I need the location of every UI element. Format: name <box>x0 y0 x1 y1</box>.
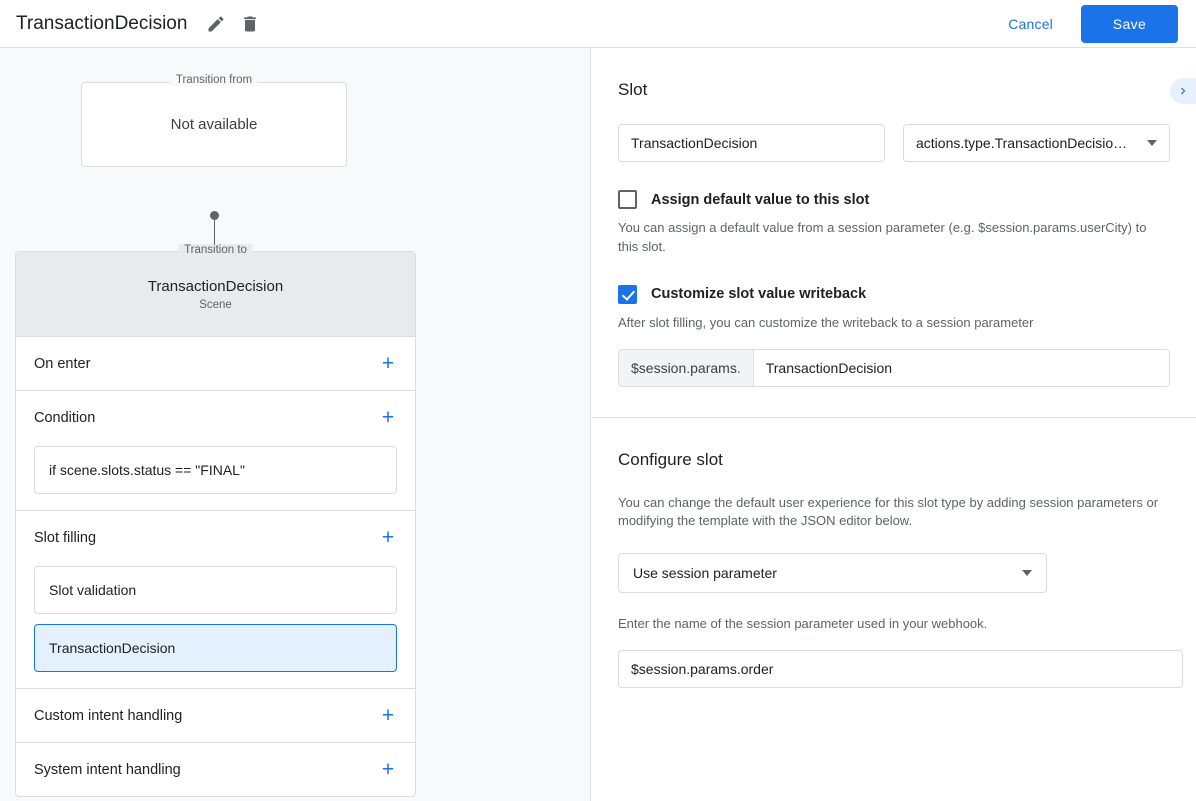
condition-item[interactable]: if scene.slots.status == "FINAL" <box>34 446 397 494</box>
slot-item-transactiondecision[interactable]: TransactionDecision <box>34 624 397 672</box>
page-title: TransactionDecision <box>16 12 188 34</box>
slot-type-select[interactable] <box>903 124 1170 162</box>
writeback-help: After slot filling, you can customize the writeback to a session parameter <box>618 314 1034 330</box>
section-condition <box>16 391 415 511</box>
trash-icon[interactable] <box>235 9 265 39</box>
slot-details-panel <box>592 48 1196 801</box>
section-row-system-intent[interactable] <box>16 743 415 796</box>
writeback-value[interactable]: TransactionDecision <box>754 350 1169 386</box>
add-condition-button[interactable]: + <box>381 406 395 429</box>
writeback-label: Customize slot value writeback <box>651 286 867 303</box>
section-label-system-intent: System intent handling <box>34 761 181 778</box>
configure-slot-help: You can change the default user experience for this slot type by adding session parameters or modifying the template with the JSON editor below. <box>618 494 1159 529</box>
section-label-on-enter: On enter <box>34 355 91 372</box>
slot-validation-item[interactable]: Slot validation <box>34 566 397 614</box>
writeback-row[interactable] <box>618 285 1170 304</box>
session-parameter-input[interactable]: $session.params.order <box>618 650 1183 688</box>
slot-fields-row <box>618 124 1170 162</box>
assign-default-row[interactable] <box>618 190 1170 209</box>
section-row-custom-intent[interactable] <box>16 689 415 742</box>
slot-section <box>592 48 1196 387</box>
slot-type-value: actions.type.TransactionDecisio… <box>916 135 1128 151</box>
transition-to-legend: Transition to <box>178 244 253 256</box>
slot-section-title: Slot <box>618 80 648 99</box>
chevron-down-icon <box>1022 570 1032 576</box>
section-label-condition: Condition <box>34 409 96 426</box>
transition-from-card[interactable] <box>81 74 347 167</box>
writeback-checkbox[interactable] <box>618 285 637 304</box>
assign-default-label: Assign default value to this slot <box>651 191 870 208</box>
section-system-intent-handling <box>16 743 415 796</box>
transition-to-header <box>16 244 415 337</box>
section-row-on-enter[interactable] <box>16 337 415 390</box>
section-slot-filling <box>16 511 415 689</box>
section-row-condition[interactable] <box>16 391 415 444</box>
scene-graph-panel <box>0 48 591 801</box>
assign-default-checkbox[interactable] <box>618 190 637 209</box>
scene-subtitle: Scene <box>199 298 232 311</box>
app-header <box>0 0 1196 48</box>
condition-body <box>16 446 415 510</box>
transition-from-value: Not available <box>170 116 258 133</box>
writeback-input[interactable] <box>618 349 1170 387</box>
add-custom-intent-button[interactable]: + <box>381 704 395 727</box>
pencil-icon[interactable] <box>201 9 231 39</box>
slot-name-input[interactable]: TransactionDecision <box>618 124 885 162</box>
add-system-intent-button[interactable]: + <box>381 758 395 781</box>
configure-slot-section <box>592 418 1196 689</box>
scene-card <box>15 244 416 797</box>
section-on-enter <box>16 337 415 391</box>
section-label-custom-intent: Custom intent handling <box>34 707 183 724</box>
add-slot-filling-button[interactable]: + <box>381 526 395 549</box>
slot-filling-body <box>16 566 415 688</box>
chevron-down-icon <box>1147 140 1157 146</box>
section-label-slot-filling: Slot filling <box>34 529 97 546</box>
transition-from-legend: Transition from <box>170 74 258 86</box>
scene-name: TransactionDecision <box>147 277 284 295</box>
save-button[interactable]: Save <box>1081 5 1178 43</box>
writeback-prefix: $session.params. <box>619 350 754 386</box>
configure-slot-title: Configure slot <box>618 449 723 469</box>
chevron-right-icon[interactable] <box>1170 78 1196 104</box>
session-parameter-select[interactable] <box>618 553 1047 593</box>
add-on-enter-button[interactable]: + <box>381 352 395 375</box>
assign-default-help: You can assign a default value from a session parameter (e.g. $session.params.userCity) to this slot. <box>618 220 1147 254</box>
section-custom-intent-handling <box>16 689 415 743</box>
session-parameter-help: Enter the name of the session parameter used in your webhook. <box>618 616 988 632</box>
session-parameter-select-value: Use session parameter <box>633 565 777 582</box>
cancel-button[interactable]: Cancel <box>994 8 1067 40</box>
section-row-slot-filling[interactable] <box>16 511 415 564</box>
